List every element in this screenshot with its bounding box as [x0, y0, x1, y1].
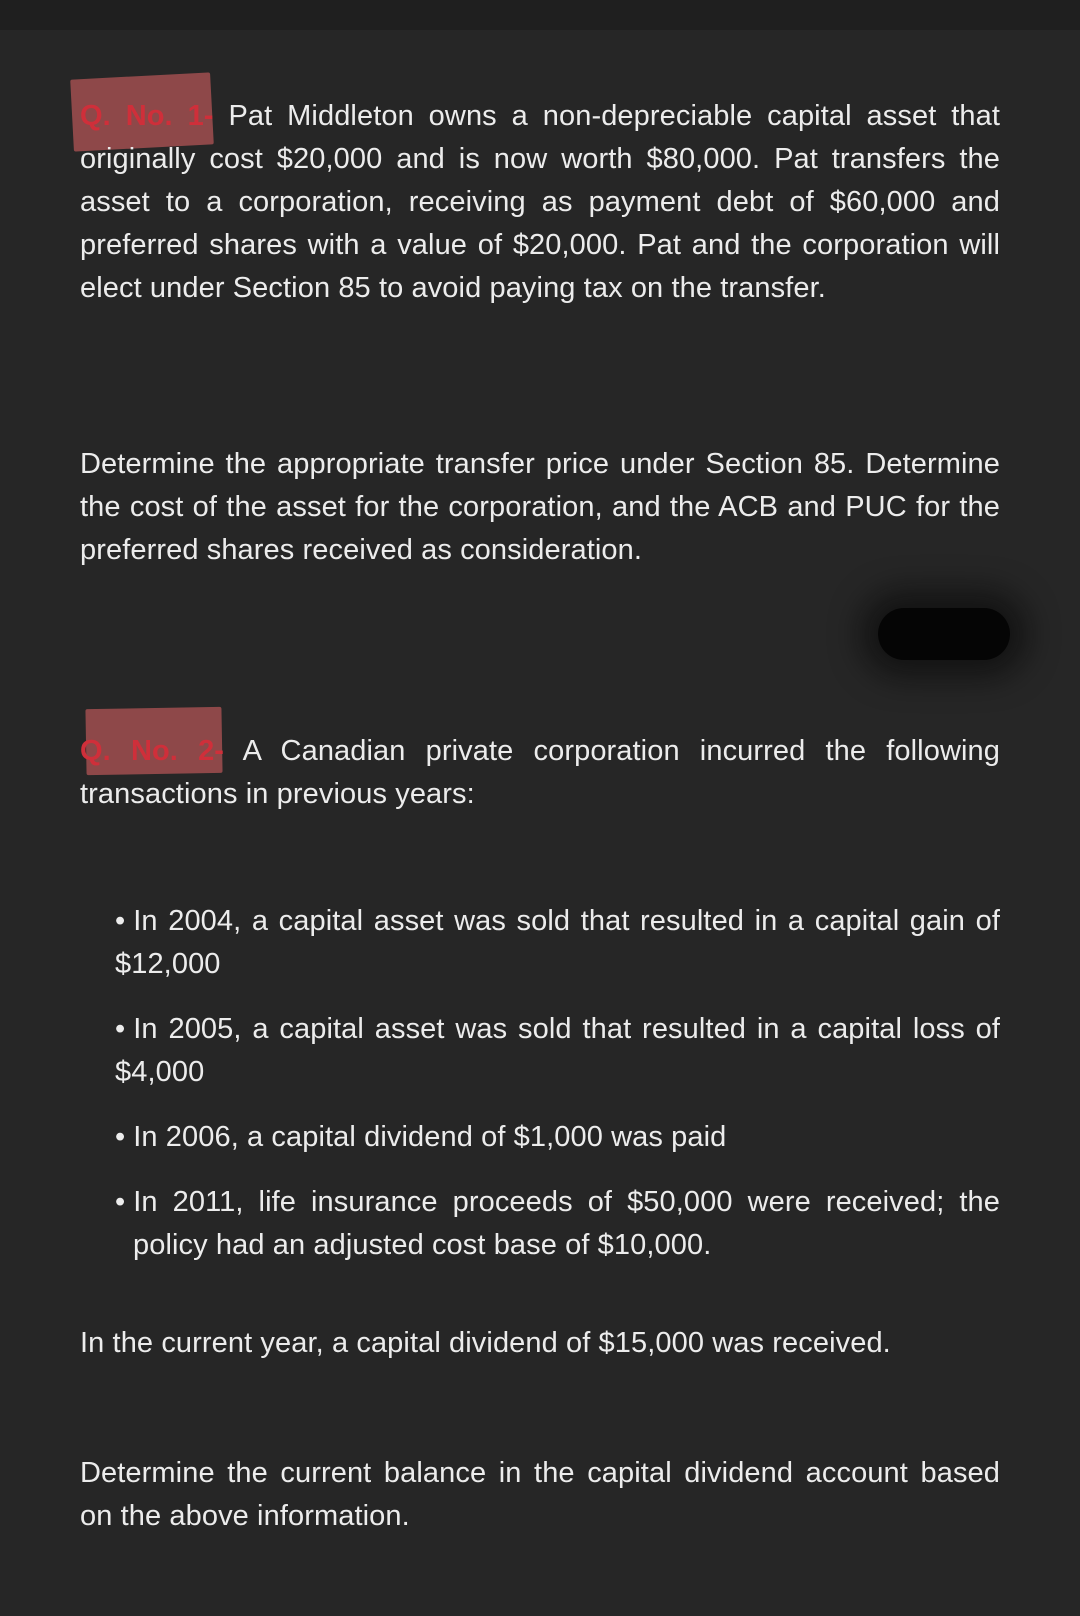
question-1-instruction-block	[80, 443, 1000, 572]
list-item-text: In 2006, a capital dividend of $1,000 was paid	[133, 1121, 727, 1153]
question-1	[80, 95, 1000, 310]
transaction-list	[115, 900, 1000, 1289]
question-2-body: A Canadian private corporation incurred the following transactions in previous years:	[80, 735, 1000, 810]
question-2-instruction-block	[80, 1452, 1000, 1538]
bullet-icon: •	[115, 1186, 126, 1218]
bullet-icon: •	[115, 905, 126, 937]
current-year-text: In the current year, a capital dividend of $15,000 was received.	[80, 1327, 891, 1359]
bullet-icon: •	[115, 1013, 126, 1045]
current-year-block	[80, 1322, 1000, 1365]
document-page	[0, 30, 1080, 1616]
question-1-instruction: Determine the appropriate transfer price under Section 85. Determine the cost of the asset for the corporation, and the ACB and PUC for the preferred shares received as consideration.	[80, 448, 1000, 566]
list-item-text: In 2005, a capital asset was sold that resulted in a capital loss of $4,000	[115, 1013, 1000, 1088]
list-item	[115, 1116, 1000, 1159]
question-2-instruction: Determine the current balance in the capital dividend account based on the above information.	[80, 1457, 1000, 1532]
question-2-label: Q. No. 2-	[80, 735, 225, 767]
top-bar	[0, 0, 1080, 30]
bullet-icon: •	[115, 1121, 126, 1153]
question-2-text	[80, 730, 1000, 816]
list-item-text: In 2011, life insurance proceeds of $50,000 were received; the policy had an adjusted cost base of $10,000.	[133, 1186, 1000, 1261]
list-item	[115, 1008, 1000, 1094]
redaction-mark	[878, 608, 1010, 660]
question-1-text	[80, 95, 1000, 310]
question-2	[80, 730, 1000, 816]
list-item	[115, 1181, 1000, 1267]
list-item-text: In 2004, a capital asset was sold that resulted in a capital gain of $12,000	[115, 905, 1000, 980]
question-1-body: Pat Middleton owns a non-depreciable capital asset that originally cost $20,000 and is now worth $80,000. Pat transfers the asset to a corporation, receiving as payment debt of $60,000 and preferred shares with a value of $20,000. Pat and the corporation will elect under Section 85 to avoid paying tax on the transfer.	[80, 100, 1000, 304]
question-1-label: Q. No. 1-	[80, 100, 214, 132]
list-item	[115, 900, 1000, 986]
